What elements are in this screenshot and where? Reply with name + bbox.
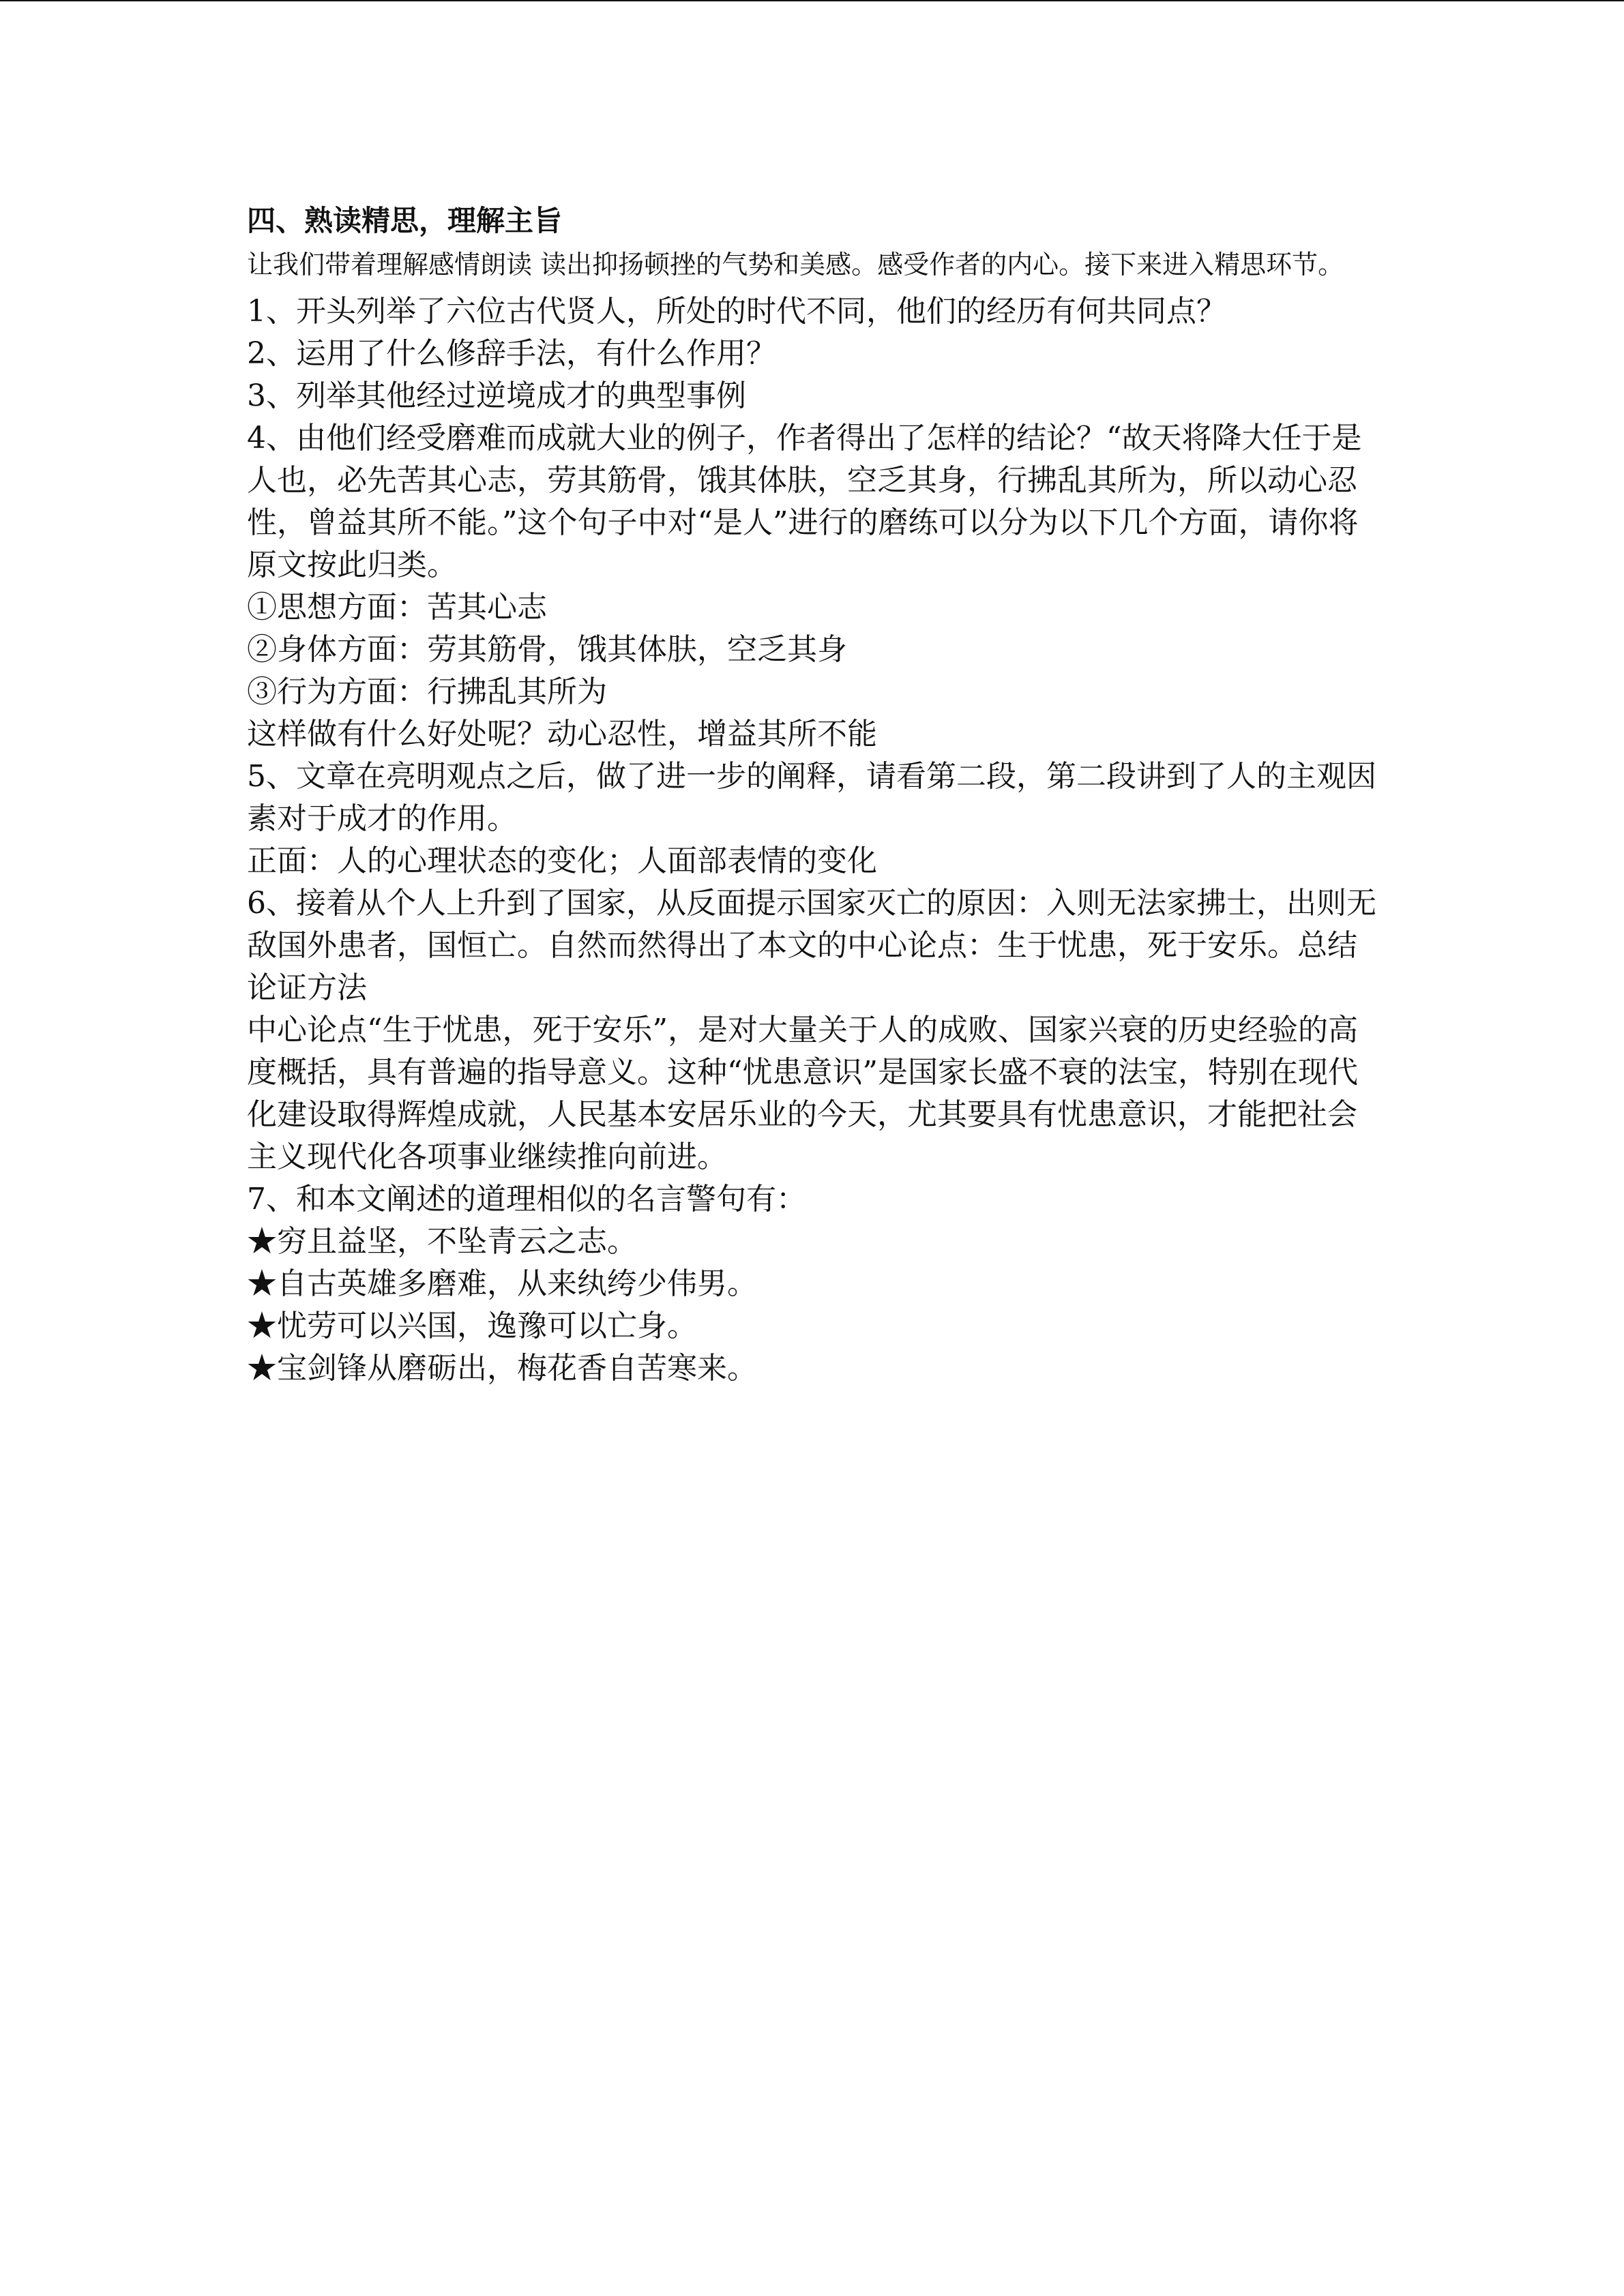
positive-answer: 正面：人的心理状态的变化；人面部表情的变化 [247, 844, 877, 878]
question-1: 1、开头列举了六位古代贤人，所处的时代不同，他们的经历有何共同点？ [247, 294, 1226, 329]
quote-item: ★穷且益坚，不坠青云之志。 [247, 1224, 637, 1259]
quote-item: ★宝剑锋从磨砺出，梅花香自苦寒来。 [247, 1351, 757, 1386]
central-argument-paragraph: 中心论点“生于忧患，死于安乐”，是对大量关于人的成败、国家兴衰的历史经验的高度概括，具有普遍的指导意义。这种“忧患意识”是国家长盛不衰的法宝，特别在现代化建设取得辉煌成就，人民基本安居乐业的今天，尤其要具有忧患意识，才能把社会主义现代化各项事业继续推向前进。 [247, 1013, 1358, 1174]
question-2: 2、运用了什么修辞手法，有什么作用？ [247, 336, 776, 371]
question-5: 5、文章在亮明观点之后，做了进一步的阐释，请看第二段，第二段讲到了人的主观因素对于成才的作用。 [247, 759, 1376, 836]
intro-paragraph: 让我们带着理解感情朗读 读出抑扬顿挫的气势和美感。感受作者的内心。接下来进入精思环节。 [247, 250, 1344, 280]
quote-item: ★忧劳可以兴国，逸豫可以亡身。 [247, 1309, 697, 1343]
benefit-answer: 这样做有什么好处呢？动心忍性，增益其所不能 [247, 717, 877, 751]
question-6: 6、接着从个人上升到了国家，从反面提示国家灭亡的原因：入则无法家拂士，出则无敌国外患者，国恒亡。自然而然得出了本文的中心论点：生于忧患，死于安乐。总结论证方法 [247, 886, 1376, 1005]
category-body: ②身体方面：劳其筋骨，饿其体肤，空乏其身 [247, 632, 847, 667]
category-thought: ①思想方面：苦其心志 [247, 590, 547, 625]
question-7: 7、和本文阐述的道理相似的名言警句有： [247, 1182, 806, 1217]
document-page [247, 200, 1379, 1390]
section-heading: 四、熟读精思，理解主旨 [247, 204, 563, 237]
question-3: 3、列举其他经过逆境成才的典型事例 [247, 378, 746, 413]
quote-item: ★自古英雄多磨难，从来纨绔少伟男。 [247, 1266, 757, 1301]
category-behavior: ③行为方面：行拂乱其所为 [247, 674, 607, 709]
question-4: 4、由他们经受磨难而成就大业的例子，作者得出了怎样的结论？“故天将降大任于是人也，必先苦其心志，劳其筋骨，饿其体肤，空乏其身，行拂乱其所为，所以动心忍性，曾益其所不能。”这个句子中对“是人”进行的磨练可以分为以下几个方面，请你将原文按此归类。 [247, 421, 1362, 582]
